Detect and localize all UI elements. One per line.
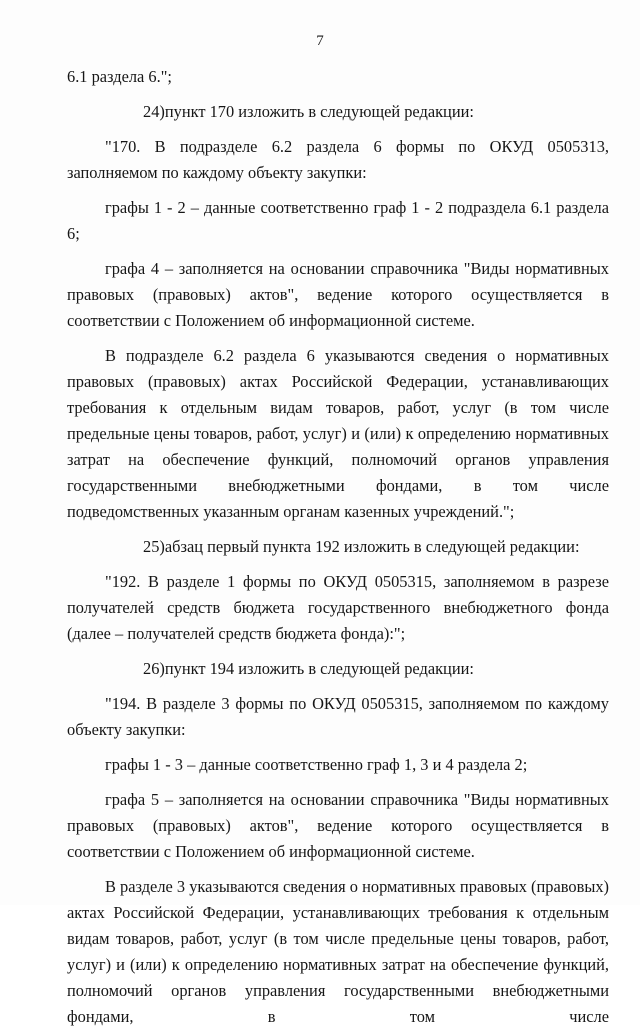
item-text: пункт 170 изложить в следующей редакции: [164,102,474,121]
paragraph-columns-1-3: графы 1 - 3 – данные соответственно граф 1, 3 и 4 раздела 2; [105,755,528,774]
paragraph-column-4: графа 4 – заполняется на основании справочника "Виды нормативных правовых (правовых) актов", ведение которого осуществляется в соответствии с Положением об информационной системе. [67,259,609,330]
paragraph-194: "194. В разделе 3 формы по ОКУД 0505315, заполняемом по каждому объекту закупки: [67,694,609,739]
paragraph-section-3: В разделе 3 указываются сведения о нормативных правовых (правовых) актах Российской Федерации, устанавливающих требования к отдельным видам товаров, работ, услуг (в том числе предельные цены товаров, работ, услуг) и (или) к определению нормативных затрат на обеспечение функций, полномочий органов управления государственными внебюджетными фондами, в том числе [67,877,609,1026]
item-number: 25) [143,537,165,556]
paragraph-continuation: 6.1 раздела 6."; [67,67,172,86]
item-26 [67,656,609,682]
paragraph-subsection-6-2: В подразделе 6.2 раздела 6 указываются сведения о нормативных правовых (правовых) актах Российской Федерации, устанавливающих требования к отдельным видам товаров, работ, услуг (в том числе предельные цены товаров, работ, услуг) и (или) к определению нормативных затрат на обеспечение функций, полномочий органов управления государственными внебюджетными фондами, в том числе подведомственных указанным органам казенных учреждений."; [67,346,609,521]
paragraph-column-5: графа 5 – заполняется на основании справочника "Виды нормативных правовых (правовых) актов", ведение которого осуществляется в соответствии с Положением об информационной системе. [67,790,609,861]
paragraph-170: "170. В подразделе 6.2 раздела 6 формы по ОКУД 0505313, заполняемом по каждому объекту закупки: [67,137,609,182]
document-body [67,64,609,1030]
paragraph-columns-1-2: графы 1 - 2 – данные соответственно граф 1 - 2 подраздела 6.1 раздела 6; [67,198,609,243]
item-25 [67,534,609,560]
item-24 [67,99,609,125]
item-number: 26) [143,659,165,678]
paragraph-192: "192. В разделе 1 формы по ОКУД 0505315, заполняемом в разрезе получателей средств бюджета государственного внебюджетного фонда (далее – получателей средств бюджета фонда):"; [67,572,609,643]
page-number: 7 [316,33,324,49]
item-text: абзац первый пункта 192 изложить в следующей редакции: [164,537,580,556]
item-number: 24) [143,102,165,121]
item-text: пункт 194 изложить в следующей редакции: [164,659,474,678]
